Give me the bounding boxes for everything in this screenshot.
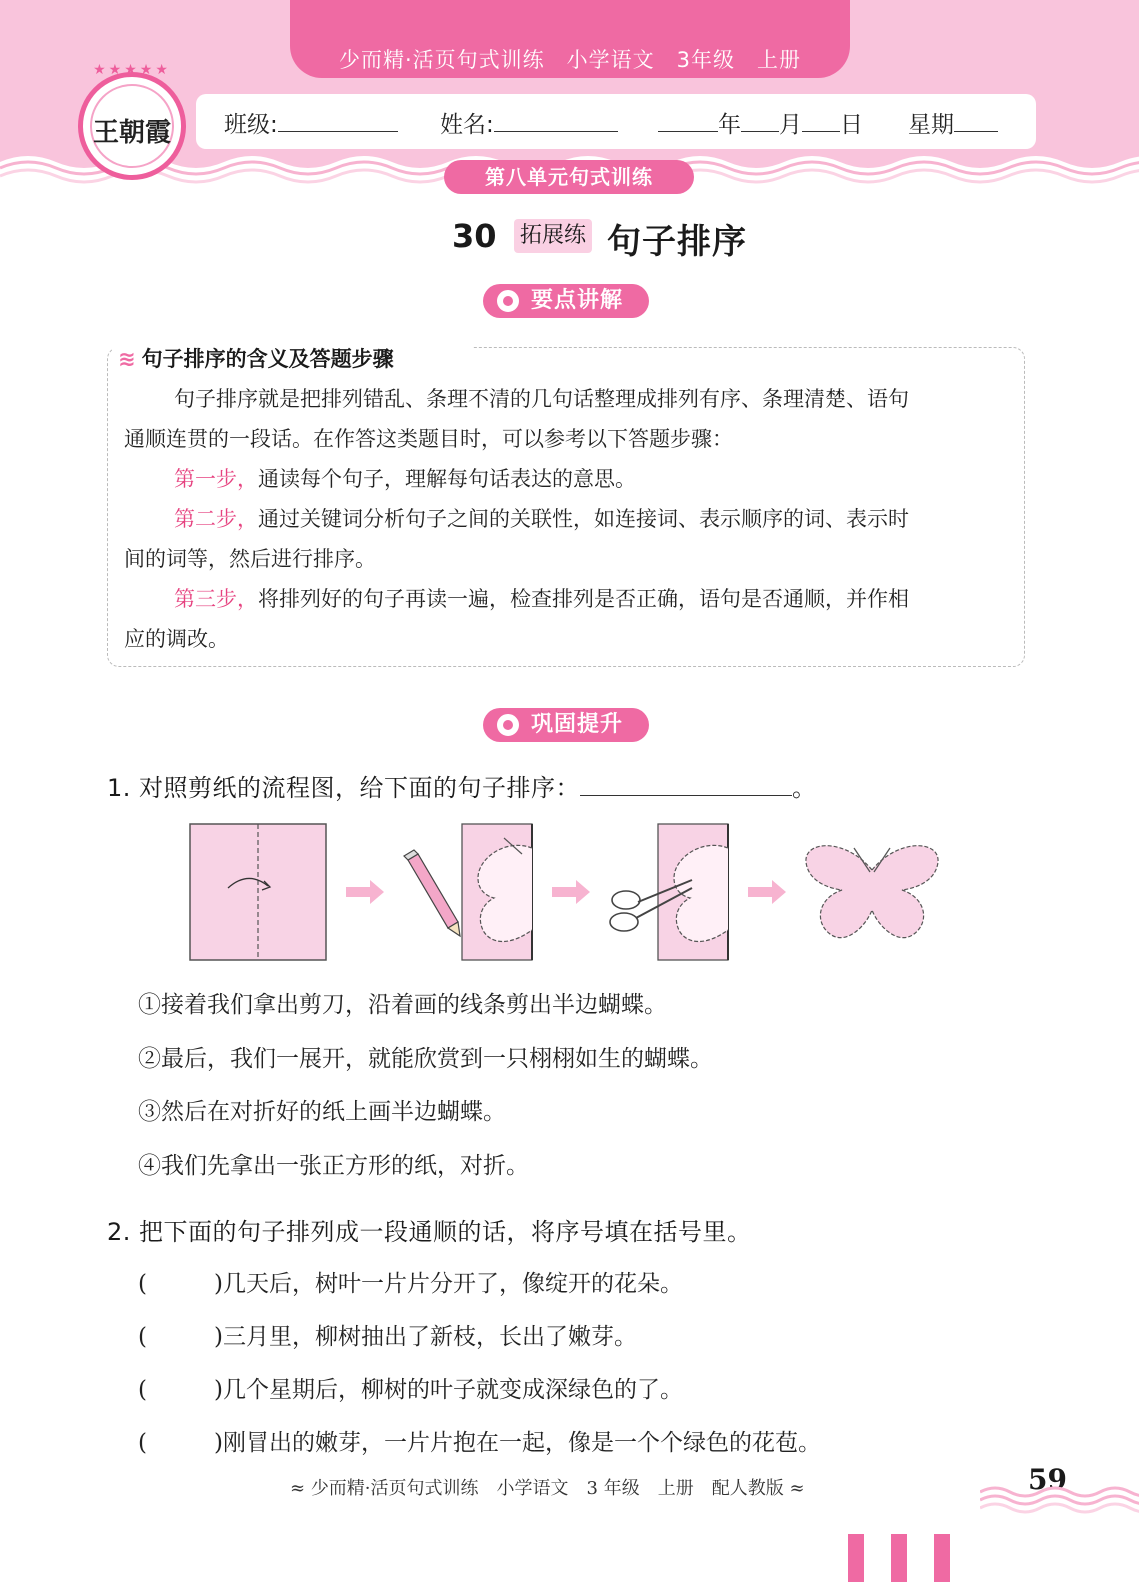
section-practice-label: 巩固提升 [531,712,624,737]
medal-icon [497,290,519,312]
footer-text: 少而精·活页句式训练 小学语文 3 年级 上册 配人教版 [310,1478,784,1499]
intro-line-1: 句子排序就是把排列错乱、条理不清的几句话整理成排列有序、条理清楚、语句 [174,387,909,411]
wave-icon: ≈ [783,1478,805,1499]
page-tab-bar [934,1534,950,1582]
page-number: 59 [1028,1463,1067,1496]
arrow-right-icon [346,880,384,904]
step-3 [124,579,1014,619]
q2-item[interactable] [138,1318,637,1351]
step-1-label: 第一步， [174,467,258,491]
q1-sentence: ①接着我们拿出剪刀，沿着画的线条剪出半边蝴蝶。 [138,992,667,1018]
q2-item[interactable] [138,1424,821,1457]
q1-sentence: ④我们先拿出一张正方形的纸，对折。 [138,1153,529,1179]
question-2-prompt: 2. 把下面的句子排列成一段通顺的话，将序号填在括号里。 [107,1218,752,1246]
wave-icon: ≈ [290,1478,311,1499]
q2-answer-paren[interactable]: ( [138,1271,147,1297]
step-2-text-cont: 间的词等，然后进行排序。 [124,547,376,571]
q2-item-text: )刚冒出的嫩芽，一片片抱在一起，像是一个个绿色的花苞。 [214,1430,821,1456]
name-label: 姓名: [440,112,494,138]
q2-answer-paren[interactable]: ( [138,1324,147,1350]
logo-stars-icon: ★★★★★ [93,62,171,78]
wave-icon: ≋ [118,347,136,371]
q1-sentence: ②最后，我们一展开，就能欣赏到一只栩栩如生的蝴蝶。 [138,1046,713,1072]
year-label: 年 [718,112,741,138]
page-tab-bar [891,1534,907,1582]
step-1-text: 通读每个句子，理解每句话表达的意思。 [258,467,636,491]
month-label: 月 [779,112,802,138]
name-field[interactable] [440,106,618,139]
date-field[interactable] [658,106,863,139]
arrow-right-icon [748,880,786,904]
question-1-prompt [107,768,817,803]
q1-sentence: ③然后在对折好的纸上画半边蝴蝶。 [138,1099,506,1125]
q2-item[interactable] [138,1265,683,1298]
lesson-tag: 拓展练 [514,219,592,253]
lesson-title: 句子排序 [607,222,747,262]
q2-item[interactable] [138,1371,683,1404]
logo-text: 王朝霞 [92,118,171,148]
question-1-text: 1. 对照剪纸的流程图，给下面的句子排序： [107,774,581,802]
section-key-points-label: 要点讲解 [531,288,624,313]
weekday-label: 星期 [908,112,954,138]
papercut-flow-diagram [186,818,956,968]
question-1-answer-blank[interactable] [580,771,792,796]
weekday-field[interactable] [908,106,998,139]
medal-icon [497,714,519,736]
page-number-wave [980,1484,1139,1514]
step-3-text-cont: 应的调改。 [124,627,229,651]
explanation-heading-text: 句子排序的含义及答题步骤 [141,347,394,371]
series-title: 少而精·活页句式训练 小学语文 3年级 上册 [338,48,802,72]
butterfly-image [806,846,938,938]
step-2-label: 第二步， [174,507,258,531]
lesson-number: 30 [452,217,497,255]
day-label: 日 [840,112,863,138]
step-3-label: 第三步， [174,587,258,611]
pencil-icon [404,850,460,936]
step-2 [124,499,1014,539]
footer [290,1474,805,1500]
class-label: 班级: [224,112,278,138]
q2-answer-paren[interactable]: ( [138,1377,147,1403]
q2-item-text: )三月里，柳树抽出了新枝，长出了嫩芽。 [214,1324,637,1350]
q2-answer-paren[interactable]: ( [138,1430,147,1456]
folded-paper-image [190,824,326,960]
explanation-paragraph [124,379,1014,659]
q2-item-text: )几天后，树叶一片片分开了，像绽开的花朵。 [214,1271,683,1297]
q2-item-text: )几个星期后，柳树的叶子就变成深绿色的了。 [214,1377,683,1403]
cutting-half-butterfly-image [610,824,728,960]
step-1 [124,459,1014,499]
step-3-text: 将排列好的句子再读一遍，检查排列是否正确，语句是否通顺，并作相 [258,587,909,611]
arrow-right-icon [552,880,590,904]
question-1-end-mark: 。 [792,774,817,802]
intro-line-2: 通顺连贯的一段话。在作答这类题目时，可以参考以下答题步骤： [124,427,733,451]
drawing-half-butterfly-image [404,824,532,960]
page-tab-bar [848,1534,864,1582]
step-2-text: 通过关键词分析句子之间的关联性，如连接词、表示顺序的词、表示时 [258,507,909,531]
explanation-heading [118,343,394,373]
unit-label: 第八单元句式训练 [444,160,694,194]
class-field[interactable] [224,106,398,139]
